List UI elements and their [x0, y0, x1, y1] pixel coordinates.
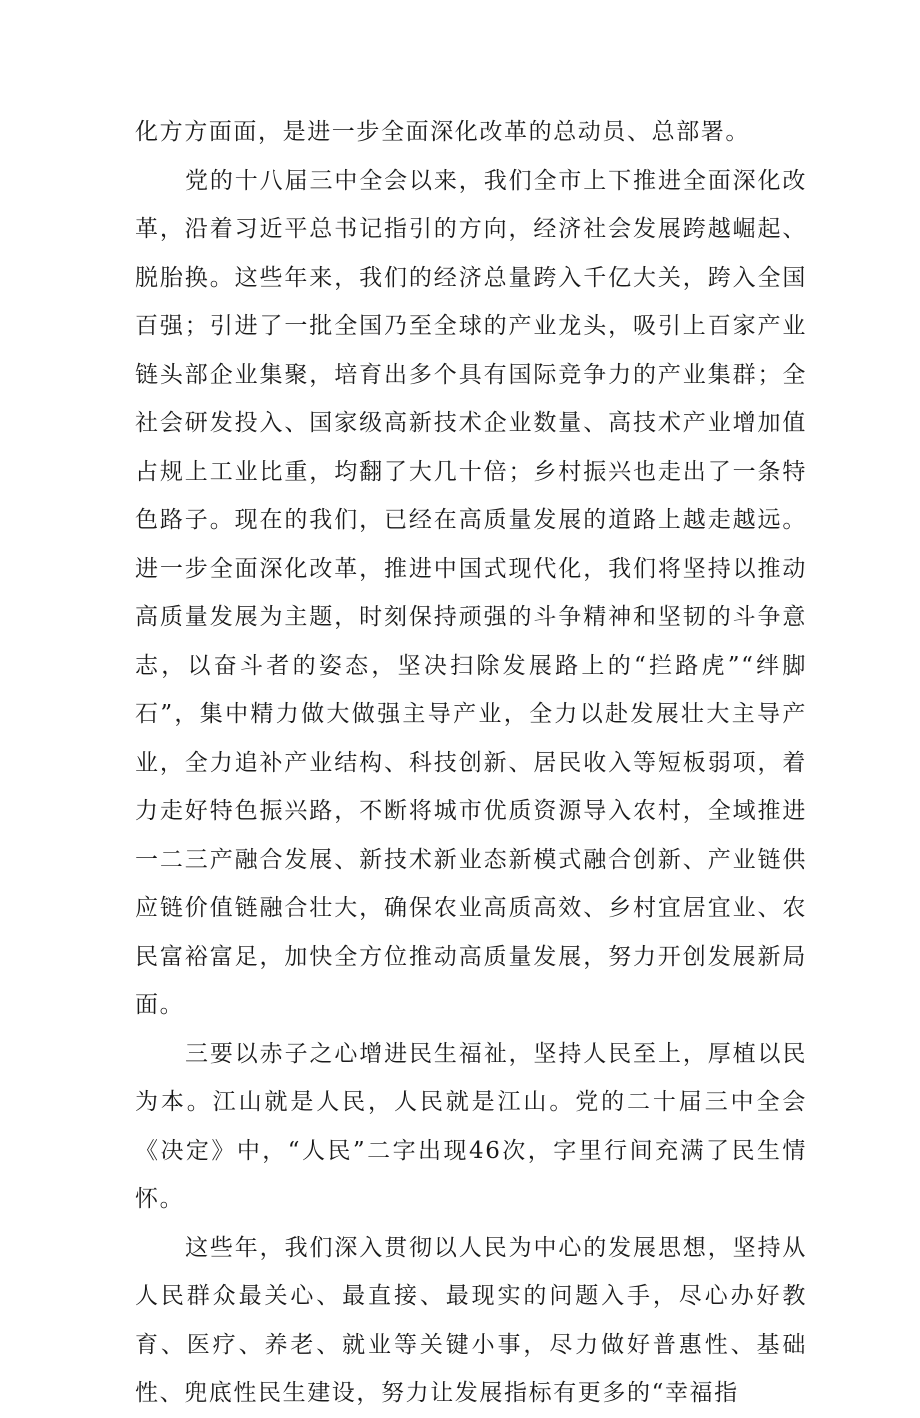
document-body [135, 108, 807, 1418]
paragraph-continuation: 化方方面面，是进一步全面深化改革的总动员、总部署。 [135, 119, 750, 145]
paragraph-reform-achievements: 党的十八届三中全会以来，我们全市上下推进全面深化改革，沿着习近平总书记指引的方向，经济社会发展跨越崛起、脱胎换。这些年来，我们的经济总量跨入千亿大关，跨入全国百强；引进了一批全国乃至全球的产业龙头，吸引上百家产业链头部企业集聚，培育出多个具有国际竞争力的产业集群；全社会研发投入、国家级高新技术企业数量、高技术产业增加值占规上工业比重，均翻了大几十倍；乡村振兴也走出了一条特色路子。现在的我们，已经在高质量发展的道路上越走越远。进一步全面深化改革，推进中国式现代化，我们将坚持以推动高质量发展为主题，时刻保持顽强的斗争精神和坚韧的斗争意志，以奋斗者的姿态，坚决扫除发展路上的“拦路虎”“绊脚石”，集中精力做大做强主导产业，全力以赴发展壮大主导产业，全力追补产业结构、科技创新、居民收入等短板弱项，着力走好特色振兴路，不断将城市优质资源导入农村，全域推进一二三产融合发展、新技术新业态新模式融合创新、产业链供应链价值链融合壮大，确保农业高质高效、乡村宜居宜业、农民富裕富足，加快全方位推动高质量发展，努力开创发展新局面。 [135, 167, 807, 1018]
paragraph-people-first: 三要以赤子之心增进民生福祉，坚持人民至上，厚植以民为本。江山就是人民，人民就是江山。党的二十届三中全会《决定》中，“人民”二字出现46次，字里行间充满了民生情怀。 [135, 1040, 807, 1212]
paragraph-livelihood: 这些年，我们深入贯彻以人民为中心的发展思想，坚持从人民群众最关心、最直接、最现实的问题入手，尽心办好教育、医疗、养老、就业等关键小事，尽力做好普惠性、基础性、兜底性民生建设，努力让发展指标有更多的“幸福指 [135, 1234, 807, 1406]
